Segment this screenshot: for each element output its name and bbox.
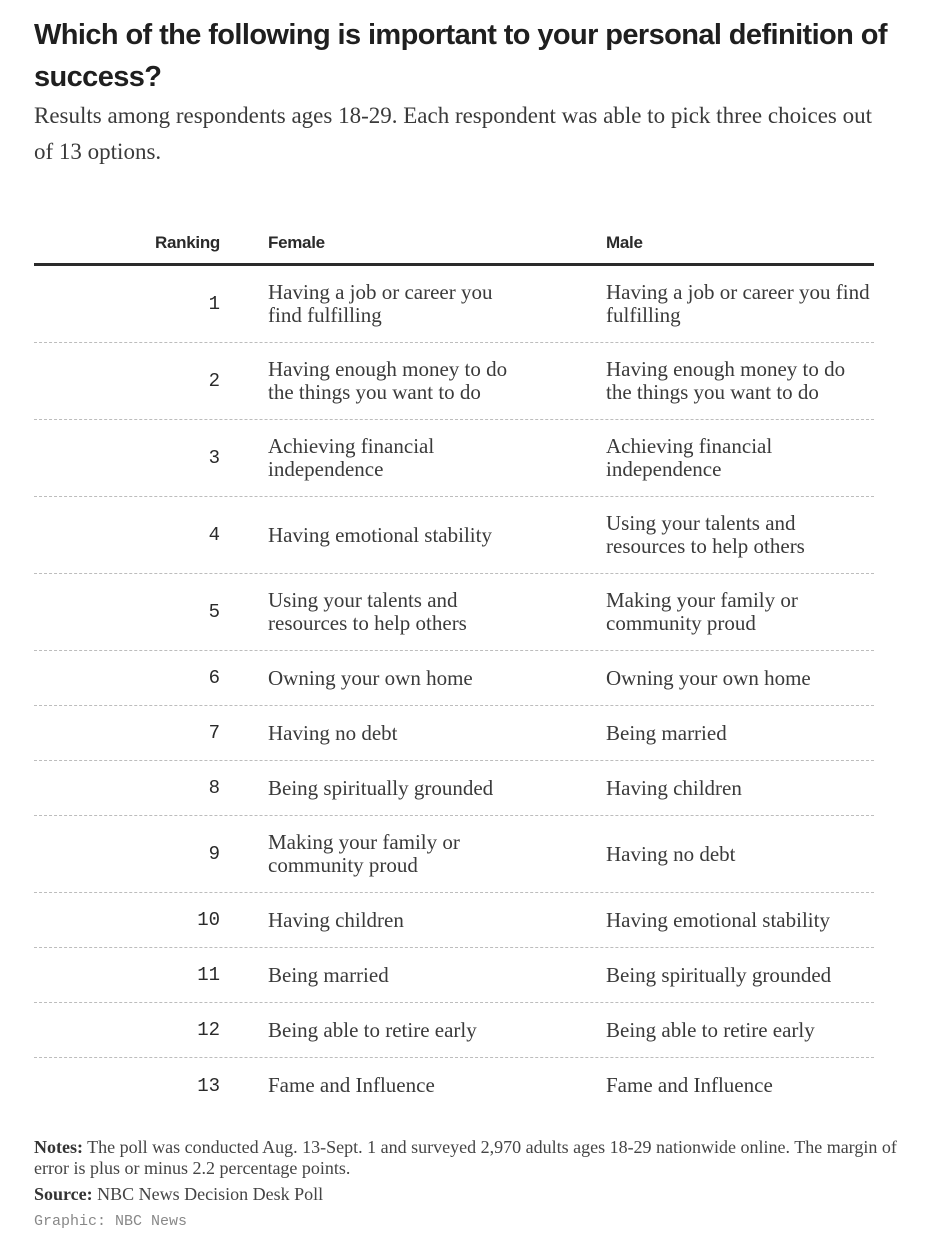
male-cell: Owning your own home xyxy=(606,665,811,690)
rank-cell: 9 xyxy=(208,843,220,865)
female-cell: Being spiritually grounded xyxy=(268,775,494,800)
rank-cell: 10 xyxy=(197,909,220,931)
female-cell: Using your talents and resources to help others xyxy=(268,588,467,635)
male-cell: Having emotional stability xyxy=(606,907,830,932)
rank-cell: 13 xyxy=(197,1074,220,1097)
table-row xyxy=(34,816,874,893)
female-cell: Owning your own home xyxy=(268,665,473,690)
rank-cell: 2 xyxy=(208,370,220,392)
rank-cell: 3 xyxy=(208,447,220,469)
table-row xyxy=(34,1003,874,1058)
rank-cell: 7 xyxy=(208,722,220,744)
table-row xyxy=(34,266,874,343)
rank-cell: 12 xyxy=(197,1019,220,1041)
rank-cell: 5 xyxy=(208,601,220,623)
table-row xyxy=(34,497,874,574)
female-cell: Being married xyxy=(268,962,389,987)
female-cell: Having emotional stability xyxy=(268,522,492,547)
table-row xyxy=(34,420,874,497)
rank-cell: 4 xyxy=(208,524,220,546)
notes xyxy=(34,1137,904,1179)
female-cell: Making your family or community proud xyxy=(268,830,460,877)
male-cell: Having a job or career you find fulfilling xyxy=(606,280,870,327)
female-cell: Having no debt xyxy=(268,720,398,745)
female-cell: Having a job or career you find fulfilling xyxy=(268,280,493,327)
table-row xyxy=(34,761,874,816)
notes-text: The poll was conducted Aug. 13-Sept. 1 and surveyed 2,970 adults ages 18-29 nationwide online. The margin of error is plus or minus 2.2 percentage points. xyxy=(34,1137,897,1178)
rank-cell: 11 xyxy=(197,964,220,986)
source xyxy=(34,1184,904,1205)
column-header-female: Female xyxy=(268,232,325,252)
chart-subtitle: Results among respondents ages 18-29. Each respondent was able to pick three choices out of 13 options. xyxy=(34,103,872,164)
source-text: NBC News Decision Desk Poll xyxy=(97,1184,324,1204)
male-cell: Having no debt xyxy=(606,841,736,866)
column-header-male: Male xyxy=(606,232,643,252)
female-cell: Fame and Influence xyxy=(268,1073,435,1097)
table-row xyxy=(34,893,874,948)
female-cell: Being able to retire early xyxy=(268,1017,477,1042)
male-cell: Having children xyxy=(606,775,742,800)
table-row xyxy=(34,343,874,420)
source-label: Source: xyxy=(34,1184,93,1204)
rank-cell: 8 xyxy=(208,777,220,799)
male-cell: Being married xyxy=(606,720,727,745)
table-row xyxy=(34,574,874,651)
table-body xyxy=(34,266,874,1113)
male-cell: Fame and Influence xyxy=(606,1073,773,1097)
table-row xyxy=(34,651,874,706)
female-cell: Achieving financial independence xyxy=(268,434,435,481)
graphic-credit: Graphic: NBC News xyxy=(34,1213,188,1230)
male-cell: Having enough money to do the things you want to do xyxy=(606,357,846,404)
rank-cell: 1 xyxy=(208,293,220,315)
table-row xyxy=(34,1058,874,1113)
rank-cell: 6 xyxy=(208,667,220,689)
ranking-table xyxy=(34,222,874,1113)
column-header-ranking: Ranking xyxy=(155,232,220,252)
chart-title: Which of the following is important to your personal definition of success? xyxy=(34,19,887,93)
female-cell: Having children xyxy=(268,907,404,932)
male-cell: Making your family or community proud xyxy=(606,588,798,635)
male-cell: Achieving financial independence xyxy=(606,434,773,481)
table-row xyxy=(34,706,874,761)
table-row xyxy=(34,948,874,1003)
female-cell: Having enough money to do the things you want to do xyxy=(268,357,508,404)
male-cell: Being able to retire early xyxy=(606,1017,815,1042)
male-cell: Using your talents and resources to help others xyxy=(606,511,805,558)
table-header xyxy=(34,222,874,266)
male-cell: Being spiritually grounded xyxy=(606,962,832,987)
notes-label: Notes: xyxy=(34,1137,83,1157)
